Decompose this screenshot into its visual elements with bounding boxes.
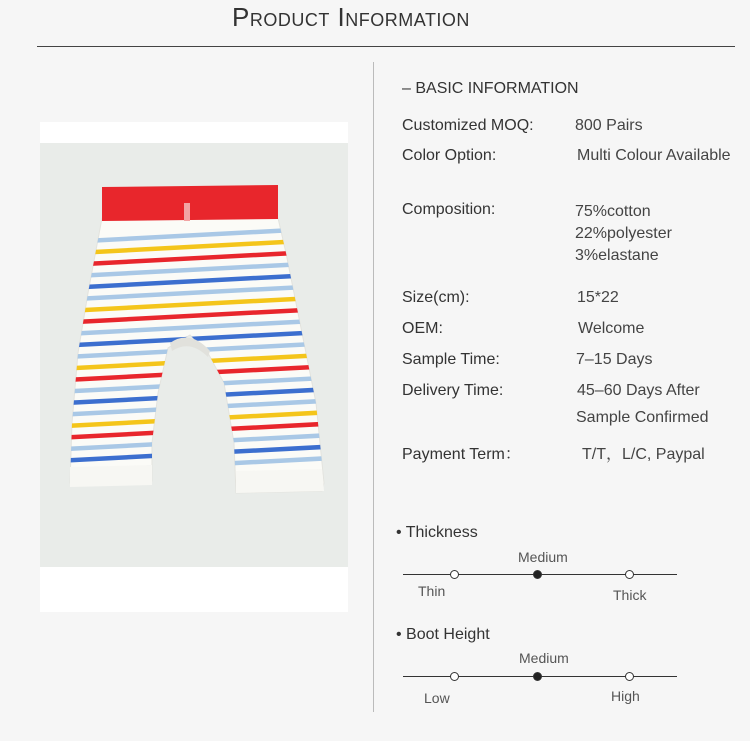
size-value: 15*22: [577, 289, 619, 306]
oem-value: Welcome: [578, 320, 645, 337]
color-option-label: Color Option:: [402, 147, 497, 164]
product-photo: [40, 143, 348, 567]
thickness-thin-label: Thin: [418, 583, 446, 599]
boot-height-medium-dot[interactable]: [533, 672, 542, 681]
composition-value-3: 3%elastane: [575, 247, 659, 264]
boot-height-high-label: High: [611, 688, 640, 704]
boot-height-title: • Boot Height: [396, 626, 490, 643]
sample-time-value: 7–15 Days: [576, 351, 653, 368]
column-divider: [373, 62, 374, 712]
boot-height-high-dot[interactable]: [625, 672, 634, 681]
boot-height-medium-label: Medium: [519, 650, 569, 666]
boot-height-low-label: Low: [424, 690, 450, 706]
composition-value-2: 22%polyester: [575, 225, 672, 242]
moq-value: 800 Pairs: [575, 117, 643, 134]
oem-label: OEM:: [402, 320, 443, 337]
basic-information-heading: – BASIC INFORMATION: [402, 80, 579, 97]
composition-label: Composition:: [402, 201, 496, 218]
sample-time-label: Sample Time:: [402, 351, 500, 368]
delivery-time-value-1: 45–60 Days After: [577, 382, 700, 399]
thickness-thin-dot[interactable]: [450, 570, 459, 579]
title-divider: [37, 46, 735, 47]
thickness-medium-label: Medium: [518, 549, 568, 565]
color-option-value: Multi Colour Available: [577, 147, 731, 164]
thickness-title: • Thickness: [396, 524, 478, 541]
boot-height-low-dot[interactable]: [450, 672, 459, 681]
composition-value-1: 75%cotton: [575, 203, 651, 220]
size-label: Size(cm):: [402, 289, 470, 306]
thickness-medium-dot[interactable]: [533, 570, 542, 579]
payment-term-value: T/T，L/C, Paypal: [582, 446, 705, 463]
payment-term-label: Payment Term：: [402, 446, 521, 463]
delivery-time-label: Delivery Time:: [402, 382, 504, 399]
thickness-thick-dot[interactable]: [625, 570, 634, 579]
delivery-time-value-2: Sample Confirmed: [576, 409, 709, 426]
thickness-thick-label: Thick: [613, 587, 647, 603]
moq-label: Customized MOQ:: [402, 117, 534, 134]
page-title: Product Information: [232, 2, 470, 32]
